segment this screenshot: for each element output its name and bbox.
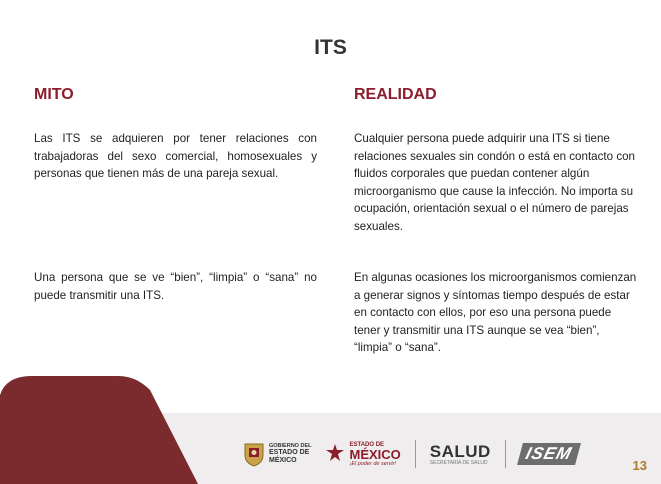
slide-title: ITS bbox=[314, 36, 347, 59]
mito-text-2: Una persona que se ve “bien”, “limpia” o “sana” no puede transmitir una ITS. bbox=[34, 271, 317, 302]
mito-heading: MITO bbox=[34, 86, 74, 103]
mexico-logo bbox=[325, 442, 400, 467]
mexico-top: ESTADO DE bbox=[349, 441, 385, 448]
page-number: 13 bbox=[632, 458, 647, 473]
realidad-text-2: En algunas ocasiones los microorganismos comienzan a generar signos y síntomas tiempo después de estar en contacto con ellos, por eso una persona puede tener y transmitir una ITS aunque se vea “bien”, “limpia” o “sana”. bbox=[354, 271, 637, 355]
corner-shape-path bbox=[0, 376, 198, 484]
logo-divider-2 bbox=[505, 440, 506, 468]
edomex-text bbox=[269, 443, 311, 465]
edomex-line2: ESTADO DE bbox=[269, 449, 310, 456]
salud-logo bbox=[430, 443, 491, 466]
mexico-slogan: ¡El poder de servir! bbox=[349, 460, 396, 467]
edomex-logo bbox=[243, 441, 311, 467]
edomex-line3: MÉXICO bbox=[269, 457, 297, 464]
mexico-text bbox=[349, 442, 400, 467]
realidad-text-1: Cualquier persona puede adquirir una ITS si tiene relaciones sexuales sin condón o está en contacto con fluidos corporales que puedan contener algún microorganismo que cause la infección. No importa su ocupación, orientación sexual o el número de parejas sexuales. bbox=[354, 132, 636, 233]
salud-name: SALUD bbox=[429, 441, 491, 461]
coat-of-arms-icon bbox=[243, 441, 265, 467]
realidad-heading: REALIDAD bbox=[354, 86, 437, 103]
isem-logo: ISEM bbox=[517, 443, 580, 465]
logo-divider bbox=[415, 440, 416, 468]
mito-text-1: Las ITS se adquieren por tener relaciones con trabajadoras del sexo comercial, homosexuales y personas que tienen más de una pareja sexual. bbox=[34, 132, 317, 181]
edomex-line1: GOBIERNO DEL bbox=[269, 443, 312, 449]
mexico-emblem-icon bbox=[325, 443, 345, 465]
mexico-main: MÉXICO bbox=[349, 446, 401, 462]
salud-sub: SECRETARÍA DE SALUD bbox=[429, 459, 488, 466]
footer-logos bbox=[243, 432, 577, 476]
